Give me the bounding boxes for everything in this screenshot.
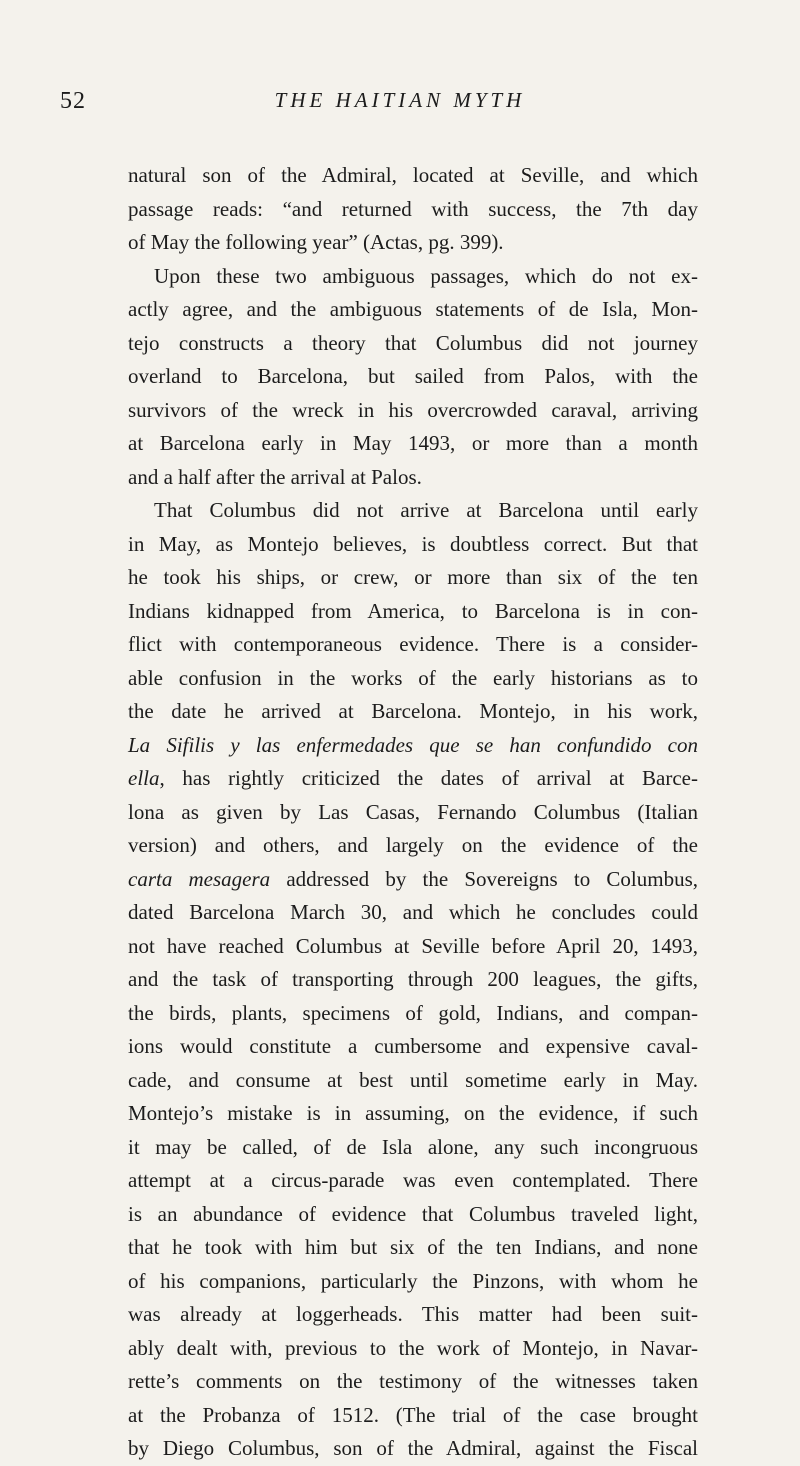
body-text [128,159,698,1466]
paragraph-start-line: Upon these two ambiguous passages, which do not ex- [154,263,698,288]
running-title: THE HAITIAN MYTH [274,88,526,112]
text-line: actly agree, and the ambiguous statements of de Isla, Mon- [128,297,698,321]
text-line: lona as given by Las Casas, Fernando Columbus (Italian [128,799,698,824]
text-line: that he took with him but six of the ten Indians, and none [128,1235,698,1259]
text-line: Montejo’s mistake is in assuming, on the evidence, if such [128,1101,698,1125]
paragraph-start-line: That Columbus did not arrive at Barcelona until early [154,498,698,522]
text-line: was already at loggerheads. This matter had been suit- [128,1302,698,1326]
text-line: in May, as Montejo believes, is doubtless correct. But that [128,531,698,556]
letter-title-italic: carta mesagera [128,866,271,891]
text-line: the birds, plants, specimens of gold, Indians, and compan- [128,1000,698,1025]
text-line: of May the following year” (Actas, pg. 399). [128,230,504,254]
text-line: at the Probanza of 1512. (The trial of the case brought [128,1402,698,1427]
text-line: and a half after the arrival at Palos. [128,464,422,489]
text-segment: , has rightly criticized the dates of arrival at Barce- [159,766,698,790]
text-line: by Diego Columbus, son of the Admiral, against the Fiscal [128,1436,698,1460]
book-title-italic: La Sifilis y las enfermedades que se han confundido con [128,732,698,757]
text-line: the date he arrived at Barcelona. Montejo, in his work, [128,699,698,723]
text-line: natural son of the Admiral, located at Seville, and which [128,163,698,187]
book-title-italic-end: ella [128,766,160,790]
text-line: ions would constitute a cumbersome and expensive caval- [128,1034,698,1058]
text-line: attempt at a circus-parade was even contemplated. There [128,1168,698,1192]
text-line: flict with contemporaneous evidence. There is a consider- [128,632,698,656]
page-number: 52 [60,88,86,114]
text-line: of his companions, particularly the Pinzons, with whom he [128,1268,698,1293]
text-line [128,863,698,897]
text-line: is an abundance of evidence that Columbus traveled light, [128,1201,698,1226]
text-line: Indians kidnapped from America, to Barcelona is in con- [128,598,698,623]
text-line: and the task of transporting through 200 leagues, the gifts, [128,967,698,991]
text-line-italic-title [128,729,698,763]
text-line: he took his ships, or crew, or more than six of the ten [128,565,698,589]
text-line [128,762,698,796]
text-line: dated Barcelona March 30, and which he concludes could [128,900,698,924]
text-line: cade, and consume at best until sometime early in May. [128,1067,698,1092]
page-header [0,88,800,128]
text-line: tejo constructs a theory that Columbus did not journey [128,330,698,355]
text-line: it may be called, of de Isla alone, any such incongruous [128,1134,698,1159]
text-line: able confusion in the works of the early historians as to [128,665,698,690]
text-segment: addressed by the Sovereigns to Columbus, [270,866,698,891]
text-line: version) and others, and largely on the evidence of the [128,833,698,857]
text-line: at Barcelona early in May 1493, or more than a month [128,431,698,455]
text-line: not have reached Columbus at Seville before April 20, 1493, [128,933,698,958]
text-line: survivors of the wreck in his overcrowded caraval, arriving [128,397,698,422]
text-line: passage reads: “and returned with success, the 7th day [128,196,698,221]
text-line: rette’s comments on the testimony of the witnesses taken [128,1369,698,1393]
text-line: ably dealt with, previous to the work of Montejo, in Navar- [128,1335,698,1360]
text-line: overland to Barcelona, but sailed from Palos, with the [128,364,698,388]
